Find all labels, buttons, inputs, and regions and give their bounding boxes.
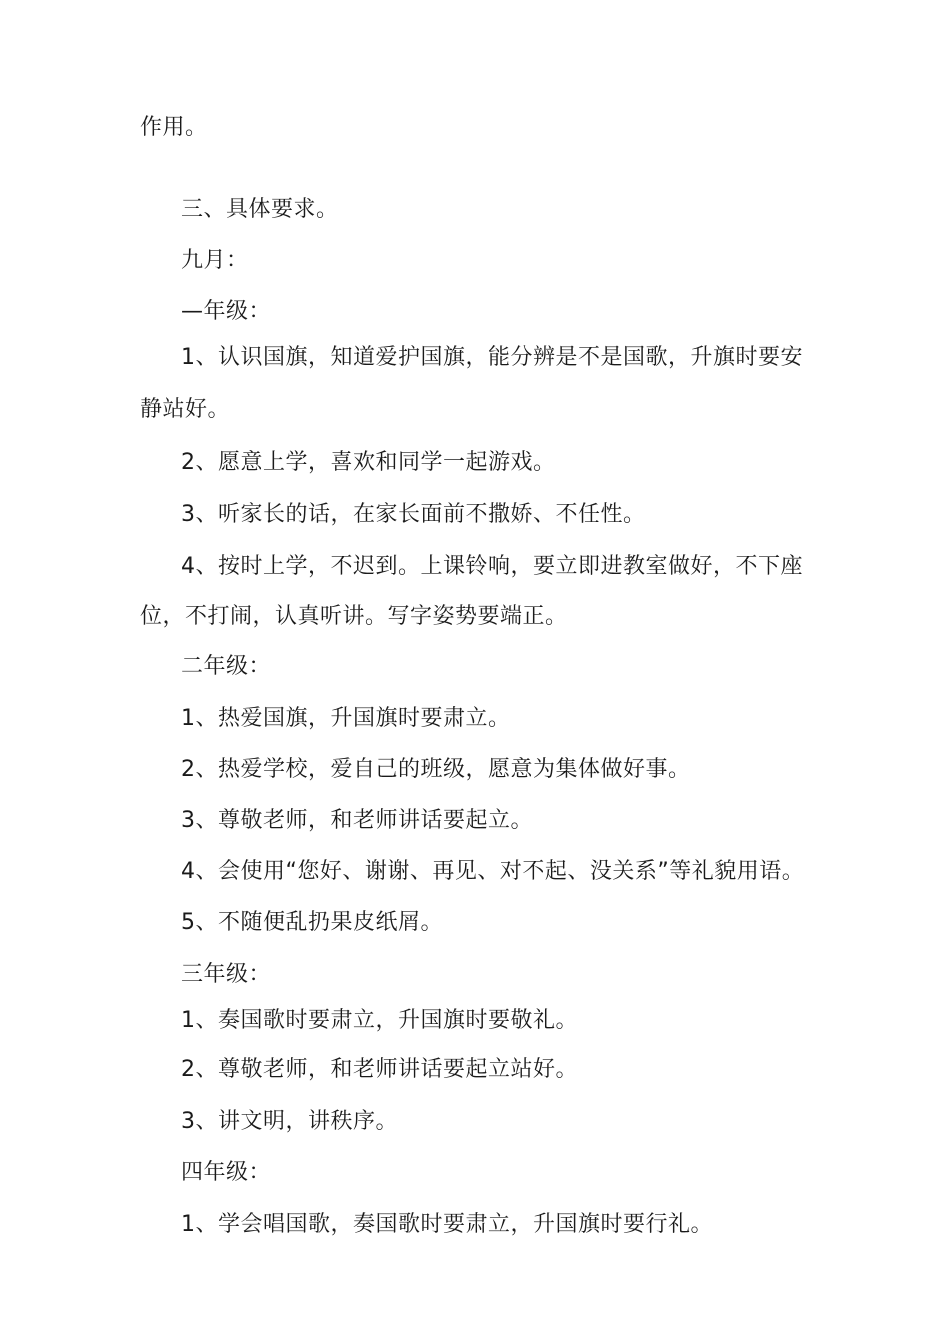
list-item: 2、热爱学校，爱自己的班级，愿意为集体做好事。 — [181, 757, 691, 782]
list-item: 1、认识国旗，知道爱护国旗，能分辨是不是国歌，升旗时要安 — [181, 345, 803, 370]
month-heading: 九月： — [181, 248, 249, 273]
list-item: 2、愿意上学，喜欢和同学一起游戏。 — [181, 450, 556, 475]
list-item: 2、尊敬老师，和老师讲话要起立站好。 — [181, 1057, 578, 1082]
list-item-continuation: 静站好。 — [140, 397, 231, 422]
list-item: 1、奏国歌时要肃立，升国旗时要敬礼。 — [181, 1008, 578, 1033]
list-item: 5、不随便乱扔果皮纸屑。 — [181, 910, 443, 935]
list-item: 4、按时上学，不迟到。上课铃响，要立即进教室做好，不下座 — [181, 554, 803, 579]
list-item: 3、听家长的话，在家长面前不撒娇、不任性。 — [181, 502, 646, 527]
section-heading: 三、具体要求。 — [181, 197, 339, 222]
paragraph-continuation: 作用。 — [140, 115, 208, 140]
list-item: 1、热爱国旗，升国旗时要肃立。 — [181, 706, 511, 731]
grade-heading: —年级： — [181, 299, 272, 324]
grade-heading: 四年级： — [181, 1160, 272, 1185]
list-item: 3、讲文明，讲秩序。 — [181, 1109, 398, 1134]
list-item-continuation: 位，不打闹，认真听讲。写字姿势要端正。 — [140, 604, 568, 629]
list-item: 3、尊敬老师，和老师讲话要起立。 — [181, 808, 533, 833]
list-item: 1、学会唱国歌，奏国歌时要肃立，升国旗时要行礼。 — [181, 1212, 713, 1237]
grade-heading: 三年级： — [181, 962, 272, 987]
list-item: 4、会使用“您好、谢谢、再见、对不起、没关系”等礼貌用语。 — [181, 859, 805, 884]
grade-heading: 二年级： — [181, 654, 272, 679]
